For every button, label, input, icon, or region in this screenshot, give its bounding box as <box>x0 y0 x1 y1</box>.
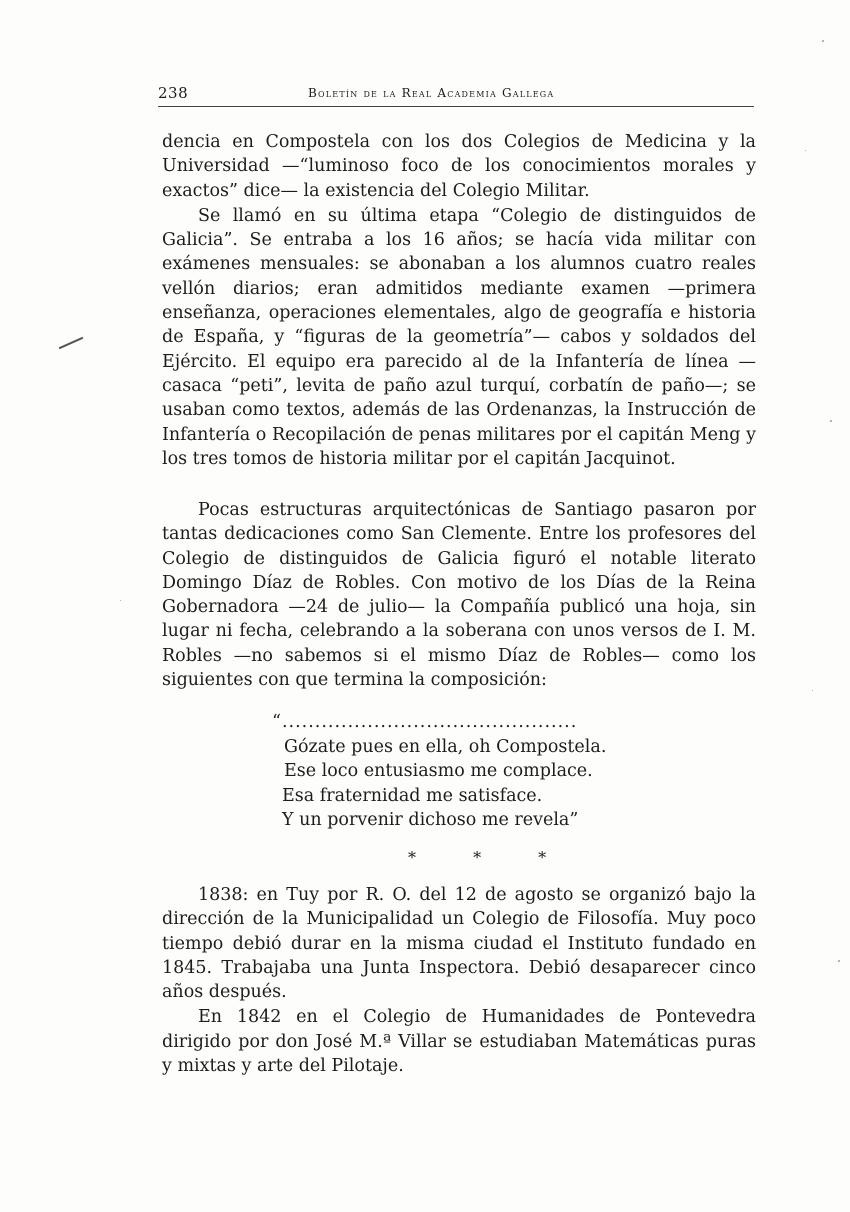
scan-speck <box>120 600 121 601</box>
verse-line: Y un porvenir dichoso me revela” <box>282 810 579 830</box>
scan-speck <box>805 150 806 151</box>
scan-speck <box>822 40 824 42</box>
running-header <box>158 84 754 107</box>
body-text-top <box>162 130 756 471</box>
paragraph-pontevedra-1842: En 1842 en el Colegio de Humanidades de Pontevedra dirigido por don José M.ª Villar se estudiaban Matemáticas puras y mixtas y arte del Pilotaje. <box>162 1007 756 1077</box>
running-title: Boletín de la Real Academia Gallega <box>308 86 555 100</box>
page-number: 238 <box>158 84 189 102</box>
scan-speck <box>830 420 832 422</box>
scan-speck <box>838 960 840 962</box>
paragraph-san-clemente: Pocas estructuras arquitectónicas de Santiago pasaron por tantas dedicaciones como San Clemente. Entre los profesores del Colegio de distinguidos de Galicia figuró el notable literato Domingo Díaz de Robles. Con motivo de los Días de la Reina Gobernadora —24 de julio— la Compañía publicó una hoja, sin lugar ni fecha, celebrando a la soberana con unos versos de I. M. Robles —no sabemos si el mismo Díaz de Robles— como los siguientes con que termina la composición: <box>162 500 756 691</box>
verse-quotation <box>272 710 606 833</box>
verse-line: Esa fraternidad me satisface. <box>282 785 543 806</box>
margin-pencil-mark <box>59 337 84 349</box>
paragraph-colegio-distinguidos: Se llamó en su última etapa “Colegio de distinguidos de Galicia”. Se entraba a los 16 años; se hacía vida militar con exámenes mensuales: se abonaban a los alumnos cuatro reales vellón diarios; eran admitidos mediante examen —primera enseñanza, operaciones elementales, algo de geografía e historia de España, y “figuras de la geometría”— cabos y soldados del Ejército. El equipo era parecido al de la Infantería de línea —casaca “peti”, levita de paño azul turquí, corbatín de paño—; se usaban como textos, además de las Ordenanzas, la Instrucción de Infantería o Recopilación de penas militares por el capitán Meng y los tres tomos de historia militar por el capitán Jacquinot. <box>162 205 756 469</box>
verse-ellipsis: “............................................. <box>272 712 578 732</box>
verse-line: Gózate pues en ella, oh Compostela. <box>284 736 607 757</box>
paragraph-continuation: dencia en Compostela con los dos Colegios de Medicina y la Universidad —“luminoso foco de los conocimientos morales y exactos” dice— la existencia del Colegio Militar. <box>162 132 756 201</box>
verse-line: Ese loco entusiasmo me complace. <box>284 761 593 781</box>
scan-speck <box>812 690 813 691</box>
section-separator: * * * <box>408 848 573 867</box>
body-text-bottom <box>162 883 756 1078</box>
paragraph-tuy-1838: 1838: en Tuy por R. O. del 12 de agosto se organizó bajo la dirección de la Municipalidad un Colegio de Filosofía. Muy poco tiempo debió durar en la misma ciudad el Instituto fundado en 1845. Trabajaba una Junta Inspectora. Debió desaparecer cinco años después. <box>162 885 756 1003</box>
body-text-middle <box>162 498 756 692</box>
